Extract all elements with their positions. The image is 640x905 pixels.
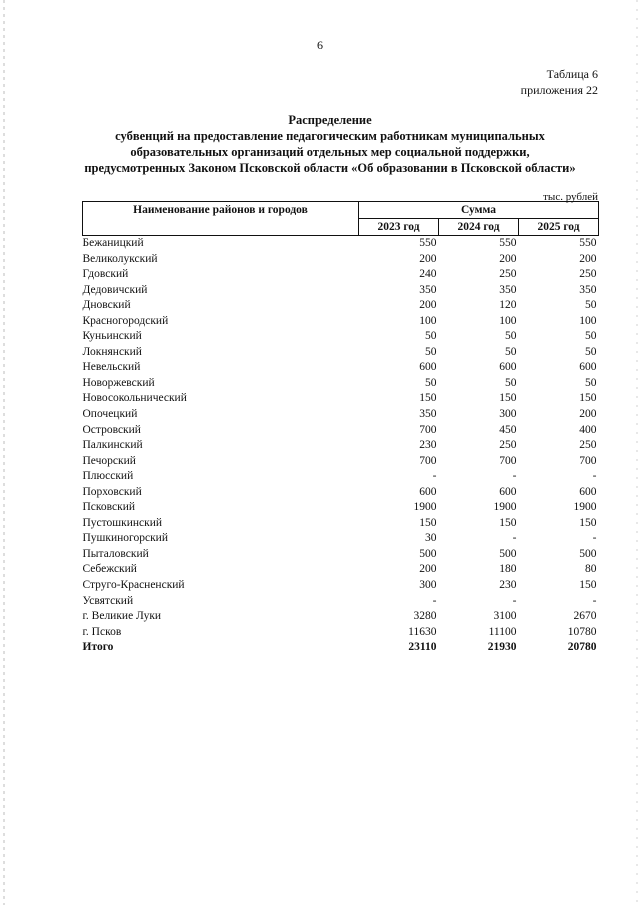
amount-cell: 350: [419, 408, 437, 421]
amount-cell: 350: [499, 283, 517, 296]
table-row: [83, 407, 599, 423]
total-amount: 20780: [567, 641, 597, 654]
document-title: [60, 112, 600, 176]
district-name: Гдовский: [82, 268, 129, 281]
header-year-2023: 2023 год: [359, 219, 439, 236]
amount-cell: 250: [579, 439, 597, 452]
amount-cell: 200: [419, 299, 437, 312]
amount-cell: 200: [579, 252, 597, 265]
district-name: г. Великие Луки: [82, 610, 162, 623]
amount-cell: -: [592, 532, 597, 545]
table-row: [83, 376, 599, 392]
district-name: г. Псков: [82, 625, 122, 638]
amount-cell: 240: [419, 268, 437, 281]
district-name: Пыталовский: [82, 547, 149, 560]
table-row: [83, 516, 599, 532]
amount-cell: 50: [585, 376, 597, 389]
total-amount: 23110: [408, 641, 437, 654]
amount-cell: 600: [579, 361, 597, 374]
district-name: Порховский: [82, 485, 142, 498]
table-row: [83, 500, 599, 516]
amount-cell: 150: [579, 392, 597, 405]
amount-cell: 50: [505, 376, 517, 389]
amount-cell: 180: [499, 563, 517, 576]
district-name: Псковский: [82, 501, 136, 514]
amount-cell: 11630: [408, 625, 437, 638]
amount-cell: 10780: [567, 625, 597, 638]
amount-cell: 200: [499, 252, 517, 265]
scan-edge-left: [3, 0, 5, 905]
table-row: [83, 314, 599, 330]
table-row: [83, 345, 599, 361]
district-name: Бежаницкий: [82, 237, 144, 249]
amount-cell: 120: [499, 299, 517, 312]
amount-cell: 600: [419, 361, 437, 374]
header-name: Наименование районов и городов: [83, 202, 359, 236]
table-row: [83, 578, 599, 594]
district-name: Новоржевский: [82, 376, 155, 389]
district-name: Палкинский: [82, 439, 143, 452]
table-row: [83, 485, 599, 501]
amount-cell: 50: [585, 299, 597, 312]
header-sum: Сумма: [359, 202, 599, 219]
amount-cell: 700: [579, 454, 597, 467]
district-name: Плюсский: [82, 470, 134, 483]
table-reference-line2: приложения 22: [520, 83, 598, 97]
table-header-row: [83, 202, 599, 219]
unit-label: тыс. рублей: [543, 191, 598, 203]
table-row: [83, 252, 599, 268]
table-row: [83, 423, 599, 439]
district-name: Невельский: [82, 361, 141, 374]
district-name: Дновский: [82, 299, 131, 312]
amount-cell: -: [592, 594, 597, 607]
amount-cell: 350: [419, 283, 437, 296]
amount-cell: 50: [505, 330, 517, 343]
total-amount: 21930: [487, 641, 517, 654]
amount-cell: 150: [419, 392, 437, 405]
amount-cell: -: [512, 470, 517, 483]
district-name: Красногородский: [82, 314, 169, 327]
district-name: Печорский: [82, 454, 136, 467]
amount-cell: 100: [419, 314, 437, 327]
amount-cell: 200: [579, 408, 597, 421]
amount-cell: 50: [425, 330, 437, 343]
amount-cell: 150: [579, 516, 597, 529]
amount-cell: 100: [579, 314, 597, 327]
amount-cell: 3280: [413, 610, 437, 623]
amount-cell: -: [432, 470, 437, 483]
table-row: [83, 360, 599, 376]
amount-cell: 230: [419, 439, 437, 452]
amount-cell: 600: [419, 485, 437, 498]
title-line-2: субвенций на предоставление педагогическим работникам муниципальных: [115, 129, 545, 143]
amount-cell: 700: [419, 423, 437, 436]
amount-cell: 2670: [573, 610, 597, 623]
amount-cell: 550: [419, 237, 437, 249]
amount-cell: 300: [499, 408, 517, 421]
amount-cell: 700: [419, 454, 437, 467]
amount-cell: 200: [419, 252, 437, 265]
table-row: [83, 298, 599, 314]
district-name: Новосокольнический: [82, 392, 187, 405]
table-row: [83, 267, 599, 283]
table-row: [83, 283, 599, 299]
district-name: Себежский: [82, 563, 137, 576]
district-name: Локнянский: [82, 345, 142, 358]
amount-cell: 50: [425, 376, 437, 389]
district-name: Дедовичский: [82, 283, 148, 296]
table-row: [83, 469, 599, 485]
amount-cell: 80: [585, 563, 597, 576]
amount-cell: 500: [579, 547, 597, 560]
amount-cell: 250: [579, 268, 597, 281]
amount-cell: 500: [499, 547, 517, 560]
amount-cell: -: [592, 470, 597, 483]
table-row: [83, 609, 599, 625]
amount-cell: 11100: [488, 625, 517, 638]
amount-cell: 150: [419, 516, 437, 529]
amount-cell: 700: [499, 454, 517, 467]
district-name: Опочецкий: [82, 408, 138, 421]
table-row: [83, 594, 599, 610]
amount-cell: 250: [499, 439, 517, 452]
amount-cell: 300: [419, 579, 437, 592]
table-row: [83, 236, 599, 252]
amount-cell: -: [512, 594, 517, 607]
table-row: [83, 438, 599, 454]
amount-cell: 3100: [493, 610, 517, 623]
district-name: Островский: [82, 423, 141, 436]
amount-cell: 250: [499, 268, 517, 281]
amount-cell: 1900: [493, 501, 517, 514]
amount-cell: 600: [579, 485, 597, 498]
amount-cell: 50: [505, 345, 517, 358]
amount-cell: 600: [499, 361, 517, 374]
district-name: Пустошкинский: [82, 516, 163, 529]
amount-cell: 500: [419, 547, 437, 560]
district-name: Струго-Красненский: [82, 579, 185, 592]
amount-cell: 50: [585, 345, 597, 358]
total-label: Итого: [82, 641, 114, 654]
amount-cell: 550: [499, 237, 517, 249]
amount-cell: 550: [579, 237, 597, 249]
table-row: [83, 547, 599, 563]
district-name: Усвятский: [82, 594, 134, 607]
title-line-4: предусмотренных Законом Псковской области «Об образовании в Псковской области»: [84, 161, 576, 175]
amount-cell: 1900: [413, 501, 437, 514]
table-row: [83, 454, 599, 470]
amount-cell: -: [512, 532, 517, 545]
amount-cell: 200: [419, 563, 437, 576]
total-row: [83, 640, 599, 656]
table-row: [83, 531, 599, 547]
amount-cell: 50: [425, 345, 437, 358]
table-reference: [521, 66, 598, 98]
amount-cell: 150: [499, 516, 517, 529]
amount-cell: 230: [499, 579, 517, 592]
amount-cell: 30: [425, 532, 437, 545]
district-name: Великолукский: [82, 252, 158, 265]
amount-cell: -: [432, 594, 437, 607]
amount-cell: 100: [499, 314, 517, 327]
table-row: [83, 391, 599, 407]
amount-cell: 400: [579, 423, 597, 436]
header-year-2025: 2025 год: [519, 219, 599, 236]
amount-cell: 50: [585, 330, 597, 343]
table-row: [83, 562, 599, 578]
amount-cell: 150: [499, 392, 517, 405]
amount-cell: 1900: [573, 501, 597, 514]
header-year-2024: 2024 год: [439, 219, 519, 236]
amount-cell: 150: [579, 579, 597, 592]
amount-cell: 600: [499, 485, 517, 498]
table-row: [83, 329, 599, 345]
table-reference-line1: Таблица 6: [546, 67, 598, 81]
district-name: Пушкиногорский: [82, 532, 168, 545]
scan-edge-right: [636, 0, 638, 905]
amount-cell: 450: [499, 423, 517, 436]
table-row: [83, 625, 599, 641]
amount-cell: 350: [579, 283, 597, 296]
district-name: Куньинский: [82, 330, 142, 343]
distribution-table: [82, 201, 599, 656]
page-number: 6: [317, 38, 323, 52]
title-line-1: Распределение: [288, 113, 372, 127]
title-line-3: образовательных организаций отдельных мер социальной поддержки,: [130, 145, 530, 159]
